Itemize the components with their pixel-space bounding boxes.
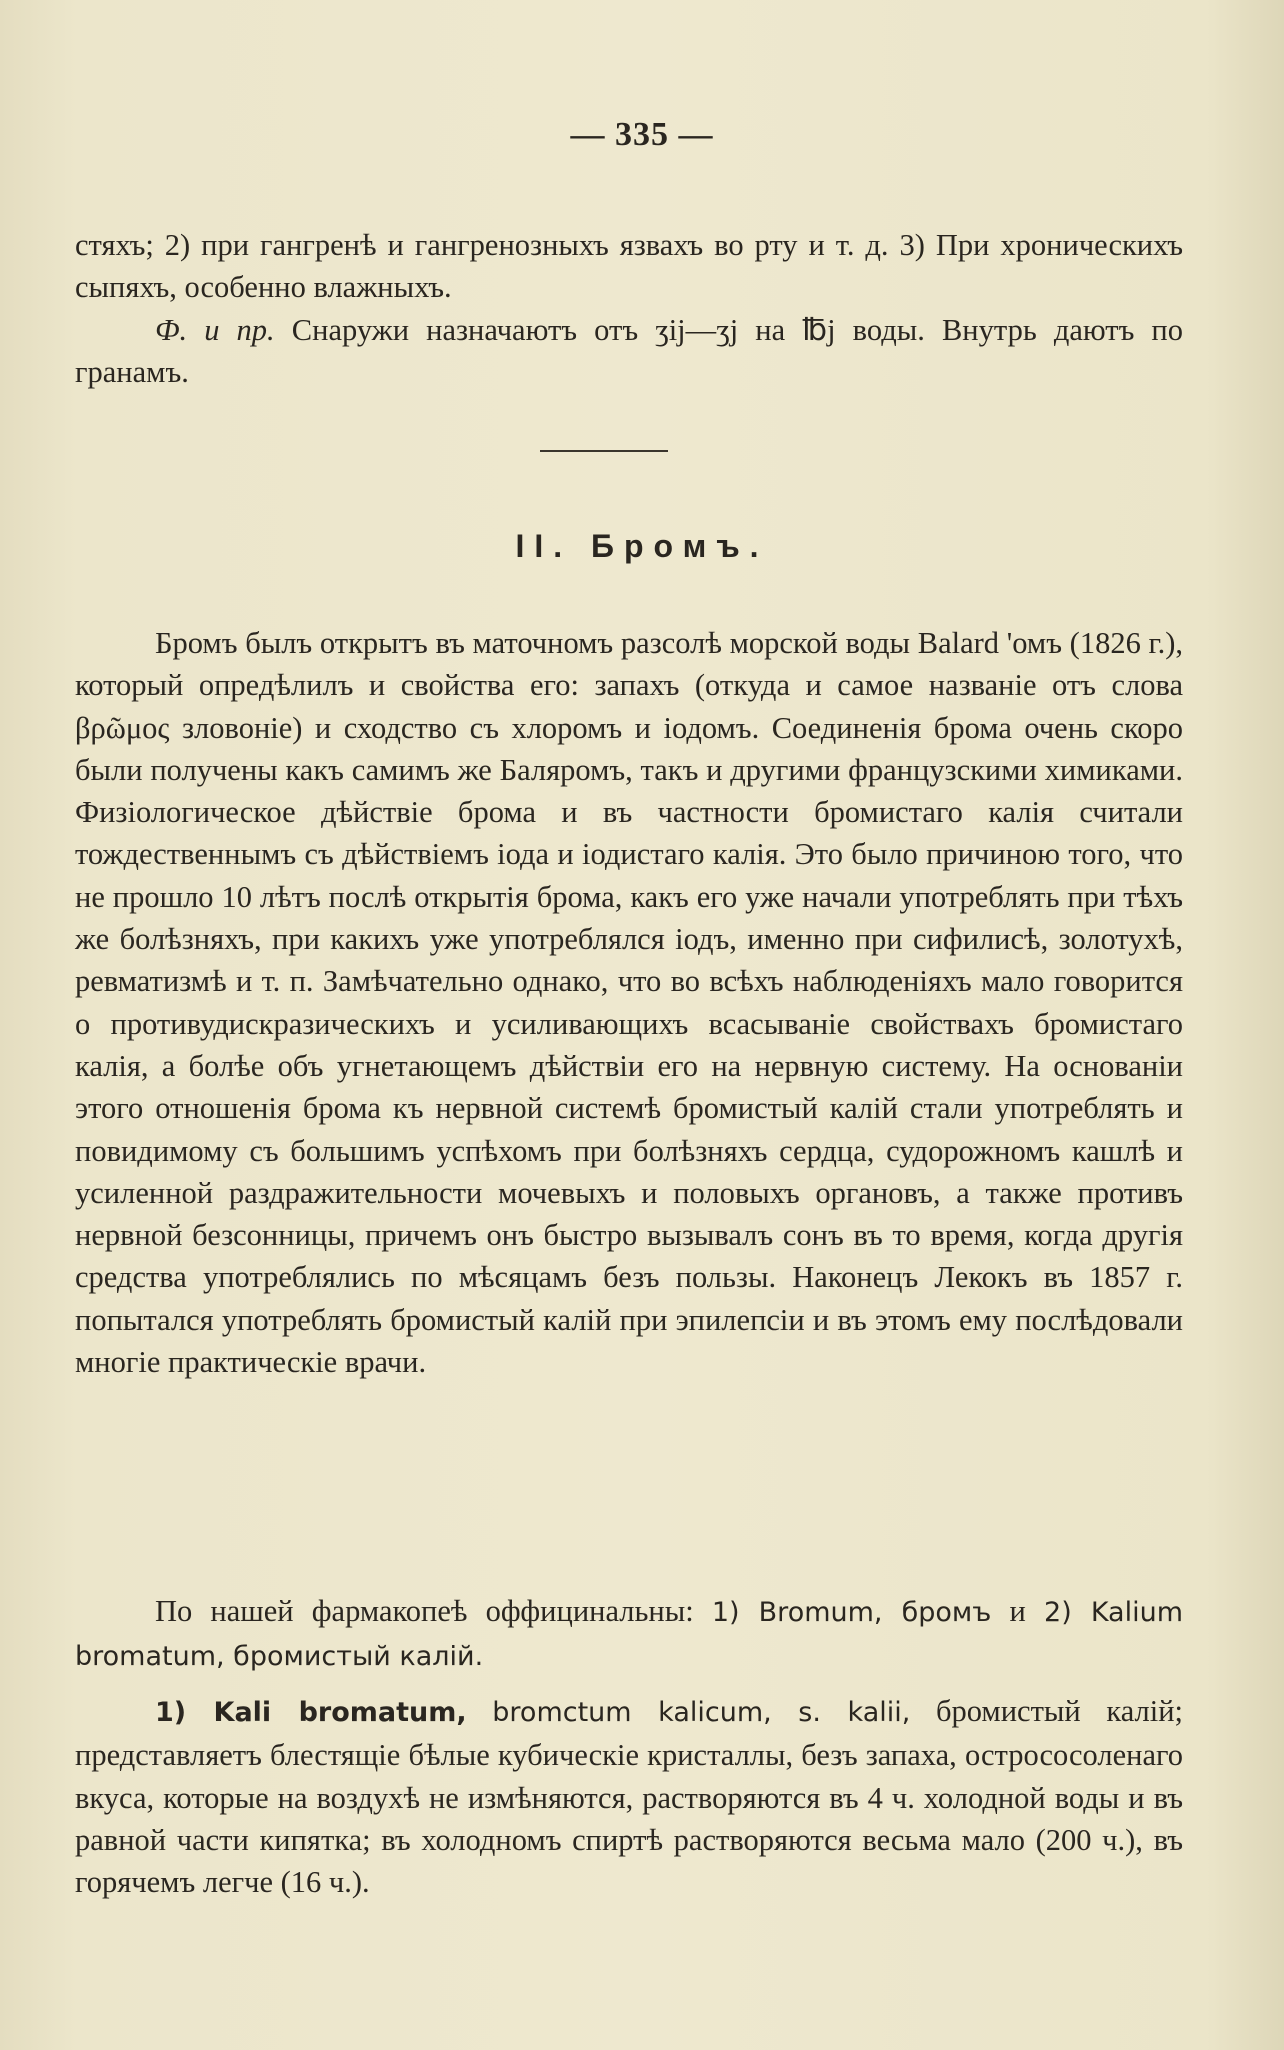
paragraph-continuation: стяхъ; 2) при гангренѣ и гангренозныхъ язвахъ во рту и т. д. 3) При хроническихъ сыпяхъ, особенно влажныхъ. bbox=[75, 228, 1183, 305]
pharmacopoeia-connector: и bbox=[1009, 1594, 1026, 1628]
entry-description: бромистый калій; представляетъ блестящіе бѣлые кубическіе кристаллы, безъ запаха, острососоленаго вкуса, которые на воздухѣ не измѣняются, растворяются въ 4 ч. холодной воды и въ равной части кипятка; въ холодномъ спиртѣ растворяются весьма мало (200 ч.), въ горячемъ легче (16 ч.). bbox=[75, 1694, 1183, 1900]
pharmacopoeia-item-2: 2) Kalium bromatum, бромистый калій. bbox=[75, 1597, 1184, 1673]
pharmacopoeia-block bbox=[75, 1590, 1183, 1679]
top-text-block bbox=[75, 224, 1183, 393]
entry-block bbox=[75, 1690, 1183, 1903]
paragraph-dosage bbox=[75, 309, 1183, 394]
page-number: — 335 — bbox=[570, 116, 714, 153]
dosage-text: Снаружи назначаютъ отъ ʒij—ʒj на ℔j воды. Внутрь даютъ по гранамъ. bbox=[75, 312, 1184, 389]
pharmacopoeia-intro: По нашей фармакопеѣ оффицинальны: bbox=[155, 1594, 694, 1628]
main-text-block bbox=[75, 622, 1183, 1383]
paragraph-history: Бромъ былъ открытъ въ маточномъ разсолѣ морской воды Balard 'омъ (1826 г.), который опредѣлилъ и свойства его: запахъ (откуда и самое названіе отъ слова βρῶμος зловоніе) и сходство съ хлоромъ и іодомъ. Соединенія брома очень скоро были получены какъ самимъ же Баляромъ, такъ и другими французскими химиками. Физіологическое дѣйствіе брома и въ частности бромистаго калія считали тождественнымъ съ дѣйствіемъ іода и іодистаго калія. Это было причиною того, что не прошло 10 лѣтъ послѣ открытія брома, какъ его уже начали употреблять при тѣхъ же болѣзняхъ, при какихъ уже употреблялся іодъ, именно при сифилисѣ, золотухѣ, ревматизмѣ и т. п. Замѣчательно однако, что во всѣхъ наблюденіяхъ мало говорится о противудискразическихъ и усиливающихъ всасываніе свойствахъ бромистаго калія, а болѣе объ угнетающемъ дѣйствіи его на нервную систему. На основаніи этого отношенія брома къ нервной системѣ бромистый калій стали употреблять и повидимому съ большимъ успѣхомъ при болѣзняхъ сердца, судорожномъ кашлѣ и усиленной раздражительности мочевыхъ и половыхъ органовъ, а также противъ нервной безсонницы, причемъ онъ быстро вызывалъ сонъ въ то время, когда другія средства употреблялись по мѣсяцамъ безъ пользы. Наконецъ Лекокъ въ 1857 г. попытался употреблять бромистый калій при эпилепсіи и въ этомъ ему послѣдовали многіе практическіе врачи. bbox=[75, 626, 1183, 1380]
paragraph-pharmacopoeia bbox=[75, 1590, 1183, 1679]
section-divider bbox=[540, 450, 668, 452]
entry-title: 1) Kali bromatum, bbox=[155, 1697, 467, 1728]
pharmacopoeia-item-1: 1) Bromum, бромъ bbox=[711, 1597, 992, 1628]
paragraph-entry bbox=[75, 1690, 1183, 1903]
entry-synonyms: bromctum kalicum, s. kalii, bbox=[492, 1697, 911, 1728]
dosage-lead: Ф. и пр. bbox=[155, 312, 275, 347]
section-heading: II. Бромъ. bbox=[515, 528, 769, 564]
